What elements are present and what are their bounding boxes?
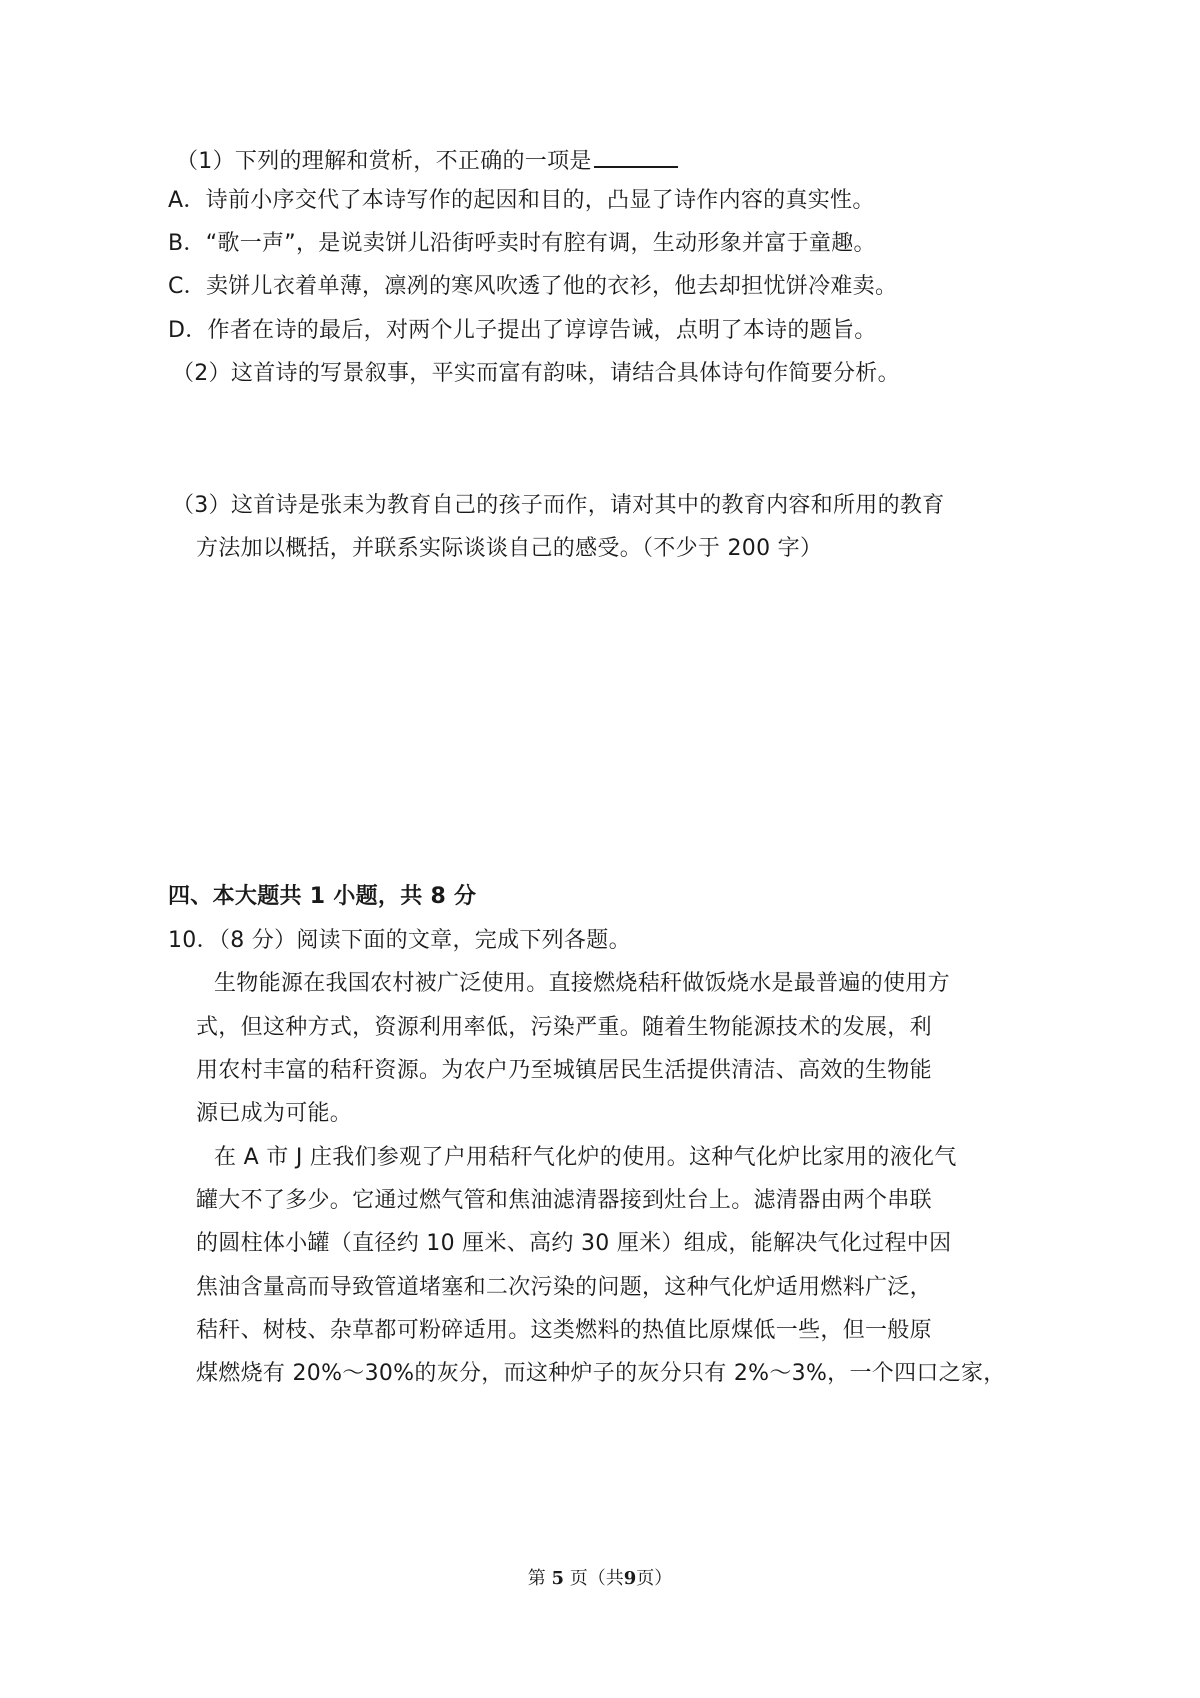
option-b: B．“歌一声”，是说卖饼儿沿街呼卖时有腔有调，生动形象并富于童趣。 — [168, 231, 876, 256]
q10-stem: 10．（8 分）阅读下面的文章，完成下列各题。 — [168, 928, 631, 953]
q9-sub2: （2）这首诗的写景叙事，平实而富有韵味，请结合具体诗句作简要分析。 — [172, 361, 900, 386]
para1-line2: 式，但这种方式，资源利用率低，污染严重。随着生物能源技术的发展，利 — [196, 1015, 932, 1040]
para2-line5: 秸秆、树枝、杂草都可粉碎适用。这类燃料的热值比原煤低一些，但一般原 — [196, 1318, 932, 1343]
q9-sub3-line1: （3）这首诗是张耒为教育自己的孩子而作，请对其中的教育内容和所用的教育 — [172, 493, 945, 518]
para1-line1: 生物能源在我国农村被广泛使用。直接燃烧秸秆做饭烧水是最普遍的使用方 — [214, 971, 950, 996]
page-footer — [0, 1566, 1200, 1592]
footer-prefix: 第 — [527, 1568, 546, 1589]
footer-page-number: 5 — [551, 1568, 564, 1589]
q9-sub3-line2: 方法加以概括，并联系实际谈谈自己的感受。（不少于 200 字） — [196, 536, 823, 561]
para1-line3: 用农村丰富的秸秆资源。为农户乃至城镇居民生活提供清洁、高效的生物能 — [196, 1058, 932, 1083]
para2-line1: 在 A 市 J 庄我们参观了户用秸秆气化炉的使用。这种气化炉比家用的液化气 — [214, 1145, 957, 1170]
footer-mid: 页（共 — [569, 1568, 624, 1589]
option-c: C．卖饼儿衣着单薄，凛冽的寒风吹透了他的衣衫，他去却担忧饼冷难卖。 — [168, 274, 898, 299]
option-d: D．作者在诗的最后，对两个儿子提出了谆谆告诫，点明了本诗的题旨。 — [168, 318, 877, 343]
para2-line2: 罐大不了多少。它通过燃气管和焦油滤清器接到灶台上。滤清器由两个串联 — [196, 1188, 932, 1213]
footer-total-pages: 9 — [623, 1568, 637, 1589]
q9-sub1-stem — [176, 142, 678, 178]
para2-line4: 焦油含量高而导致管道堵塞和二次污染的问题，这种气化炉适用燃料广泛， — [196, 1275, 932, 1300]
q9-sub1-stem-text: （1）下列的理解和赏析，不正确的一项是 — [176, 149, 592, 174]
para2-line6: 煤燃烧有 20%～30%的灰分，而这种炉子的灰分只有 2%～3%，一个四口之家， — [196, 1361, 1006, 1386]
footer-suffix: 页） — [636, 1568, 673, 1589]
section-heading: 四、本大题共 1 小题，共 8 分 — [168, 884, 477, 909]
answer-blank[interactable] — [594, 142, 678, 168]
para1-line4: 源已成为可能。 — [196, 1101, 353, 1126]
para2-line3: 的圆柱体小罐（直径约 10 厘米、高约 30 厘米）组成，能解决气化过程中因 — [196, 1231, 952, 1256]
option-a: A．诗前小序交代了本诗写作的起因和目的，凸显了诗作内容的真实性。 — [168, 188, 875, 213]
